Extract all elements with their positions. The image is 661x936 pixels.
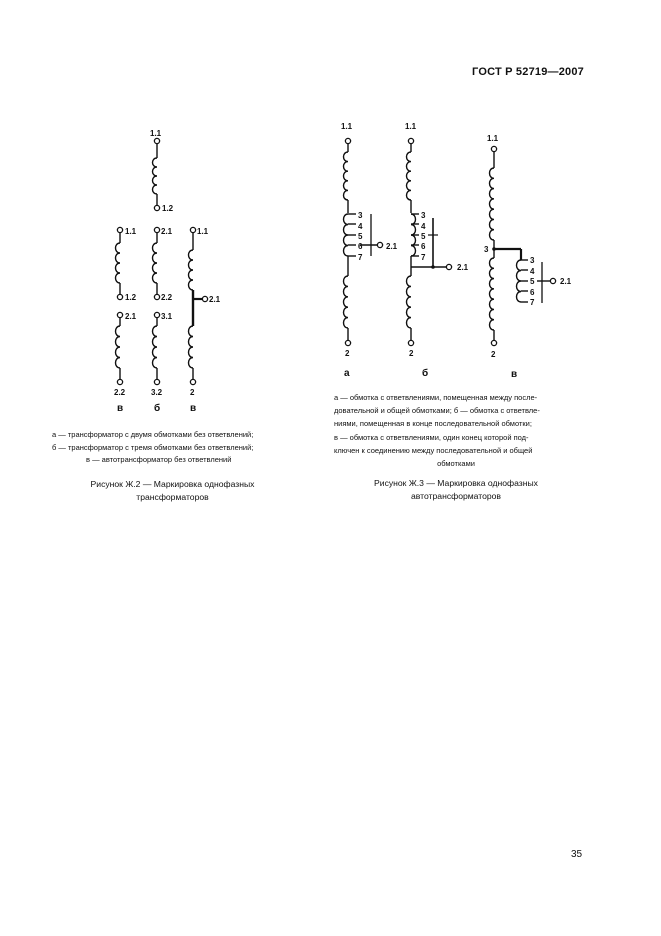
terminal-circle <box>190 379 195 384</box>
terminal-circle <box>154 294 159 299</box>
fig3-legend-line-6: обмотками <box>437 459 475 469</box>
fig3b-tap-3: 3 <box>421 211 426 220</box>
fig3c-tap-5: 5 <box>530 277 535 286</box>
figure2-caption <box>60 478 285 504</box>
fig2-col1-label-1-1: 1.1 <box>125 227 137 236</box>
terminal-circle <box>408 340 413 345</box>
figure2-sublabels <box>117 402 196 414</box>
fig3b-winding-series <box>407 152 412 200</box>
terminal-circle <box>154 312 159 317</box>
fig3b-label-2-1: 2.1 <box>457 263 469 272</box>
fig3-caption-line-2: автотрансформаторов <box>411 491 501 501</box>
fig3a-tap-5: 5 <box>358 232 363 241</box>
fig3c-tap-3: 3 <box>530 256 535 265</box>
fig2-col1-label-2-1: 2.1 <box>125 312 137 321</box>
fig2-col2-label-2-1: 2.1 <box>161 227 173 236</box>
fig3b-tap-7: 7 <box>421 253 426 262</box>
fig2-top-label-1-1: 1.1 <box>150 129 162 138</box>
figure2-labels <box>114 129 221 397</box>
fig2-legend-line-b: б — трансформатор с тремя обмотками без ответвлений; <box>52 442 254 452</box>
fig2-col3-label-2: 2 <box>190 388 195 397</box>
fig3c-tap-7: 7 <box>530 298 535 307</box>
terminal-circle <box>345 138 350 143</box>
fig3c-winding-common <box>490 258 495 330</box>
fig2-top-label-1-2: 1.2 <box>162 204 174 213</box>
fig2-caption-line-1: Рисунок Ж.2 — Маркировка однофазных <box>90 479 255 489</box>
fig3b-winding-common <box>407 276 412 328</box>
fig2-legend-line-a: а — трансформатор с двумя обмотками без ответвлений; <box>52 430 254 439</box>
fig3a-label-1-1: 1.1 <box>341 122 353 131</box>
fig3-legend-line-5: ключен к соединению между последовательной и общей <box>334 445 533 455</box>
figure3-labels <box>341 122 572 359</box>
fig2-top-terminal-1-2 <box>154 205 159 210</box>
fig3-sublabel-c: в <box>511 369 518 380</box>
figure3-caption <box>338 477 574 503</box>
fig2-sublabel-2: б <box>154 403 161 414</box>
fig3c-tap-4: 4 <box>530 267 535 276</box>
fig2-col3-winding-common <box>189 326 194 368</box>
fig3a-winding-common <box>344 276 349 328</box>
fig3-legend-line-2: довательной и общей обмотками; б — обмотка с ответвле- <box>334 406 540 416</box>
fig3b-tap-5: 5 <box>421 232 426 241</box>
terminal-circle <box>154 379 159 384</box>
terminal-circle <box>117 227 122 232</box>
fig2-col2-label-3-1: 3.1 <box>161 312 173 321</box>
terminal-circle <box>408 138 413 143</box>
fig3-sublabel-a: а <box>344 368 350 379</box>
fig2-caption-line-2: трансформаторов <box>136 492 209 502</box>
fig2-col1-label-1-2: 1.2 <box>125 293 137 302</box>
fig2-sublabel-1: в <box>117 403 124 414</box>
fig3-legend-line-3: ниями, помещенная в конце последовательной обмотки; <box>334 419 532 429</box>
figure2-legend <box>52 429 312 467</box>
fig2-col3-label-2-1: 2.1 <box>209 295 221 304</box>
fig2-col2-label-2-2: 2.2 <box>161 293 173 302</box>
fig3b-tap-6: 6 <box>421 242 426 251</box>
terminal-circle <box>491 146 496 151</box>
fig3-legend-line-1: а — обмотка с ответвлениями, помещенная между после- <box>334 393 538 402</box>
figure3-legend <box>334 391 578 470</box>
fig3c-label-2: 2 <box>491 350 496 359</box>
fig3a-tap-7: 7 <box>358 253 363 262</box>
fig2-top-winding <box>153 158 158 194</box>
fig2-col3-winding-series <box>189 250 194 290</box>
fig2-col2-winding-2 <box>153 326 158 368</box>
fig3a-tap-4: 4 <box>358 222 363 231</box>
fig2-sublabel-3: в <box>190 403 197 414</box>
fig3a-label-2: 2 <box>345 349 350 358</box>
terminal-circle <box>345 340 350 345</box>
fig3c-node-3: 3 <box>484 245 489 254</box>
terminal-circle <box>491 340 496 345</box>
fig2-col3-label-1-1: 1.1 <box>197 227 209 236</box>
figure3-sublabels <box>344 367 517 380</box>
fig3-legend-line-4: в — обмотка с ответвлениями, один конец которой под- <box>334 432 529 442</box>
fig2-top-terminal-1-1 <box>154 138 159 143</box>
fig2-col1-winding-1 <box>116 243 121 283</box>
terminal-circle <box>446 264 451 269</box>
terminal-circle <box>190 227 195 232</box>
terminal-circle <box>377 242 382 247</box>
terminal-circle <box>117 379 122 384</box>
fig2-col1-winding-2 <box>116 326 121 368</box>
fig3c-label-1-1: 1.1 <box>487 134 499 143</box>
terminal-circle <box>117 294 122 299</box>
fig2-col1-label-2-2: 2.2 <box>114 388 126 397</box>
fig3c-tap-winding <box>517 260 522 302</box>
terminal-circle <box>117 312 122 317</box>
fig3-sublabel-b: б <box>422 368 429 379</box>
fig3b-label-2: 2 <box>409 349 414 358</box>
fig3b-tap-4: 4 <box>421 222 426 231</box>
fig3a-winding-series <box>344 152 349 200</box>
terminal-circle <box>202 296 207 301</box>
fig3a-label-2-1: 2.1 <box>386 242 398 251</box>
fig3a-tap-winding <box>344 214 349 256</box>
fig3c-label-2-1: 2.1 <box>560 277 572 286</box>
page-number: 35 <box>571 849 583 860</box>
fig2-legend-line-c: в — автотрансформатор без ответвлений <box>86 455 232 465</box>
fig3a-tap-3: 3 <box>358 211 363 220</box>
fig3-caption-line-1: Рисунок Ж.3 — Маркировка однофазных <box>374 478 538 488</box>
terminal-circle <box>550 278 555 283</box>
fig3b-label-1-1: 1.1 <box>405 122 417 131</box>
fig3a-tap-6: 6 <box>358 242 363 251</box>
document-id-header: ГОСТ Р 52719—2007 <box>472 66 584 78</box>
junction-dot <box>431 265 435 269</box>
fig3c-winding-series <box>490 168 495 240</box>
fig3c-tap-6: 6 <box>530 288 535 297</box>
fig2-col2-label-3-2: 3.2 <box>151 388 163 397</box>
terminal-circle <box>154 227 159 232</box>
fig2-col2-winding-1 <box>153 243 158 283</box>
